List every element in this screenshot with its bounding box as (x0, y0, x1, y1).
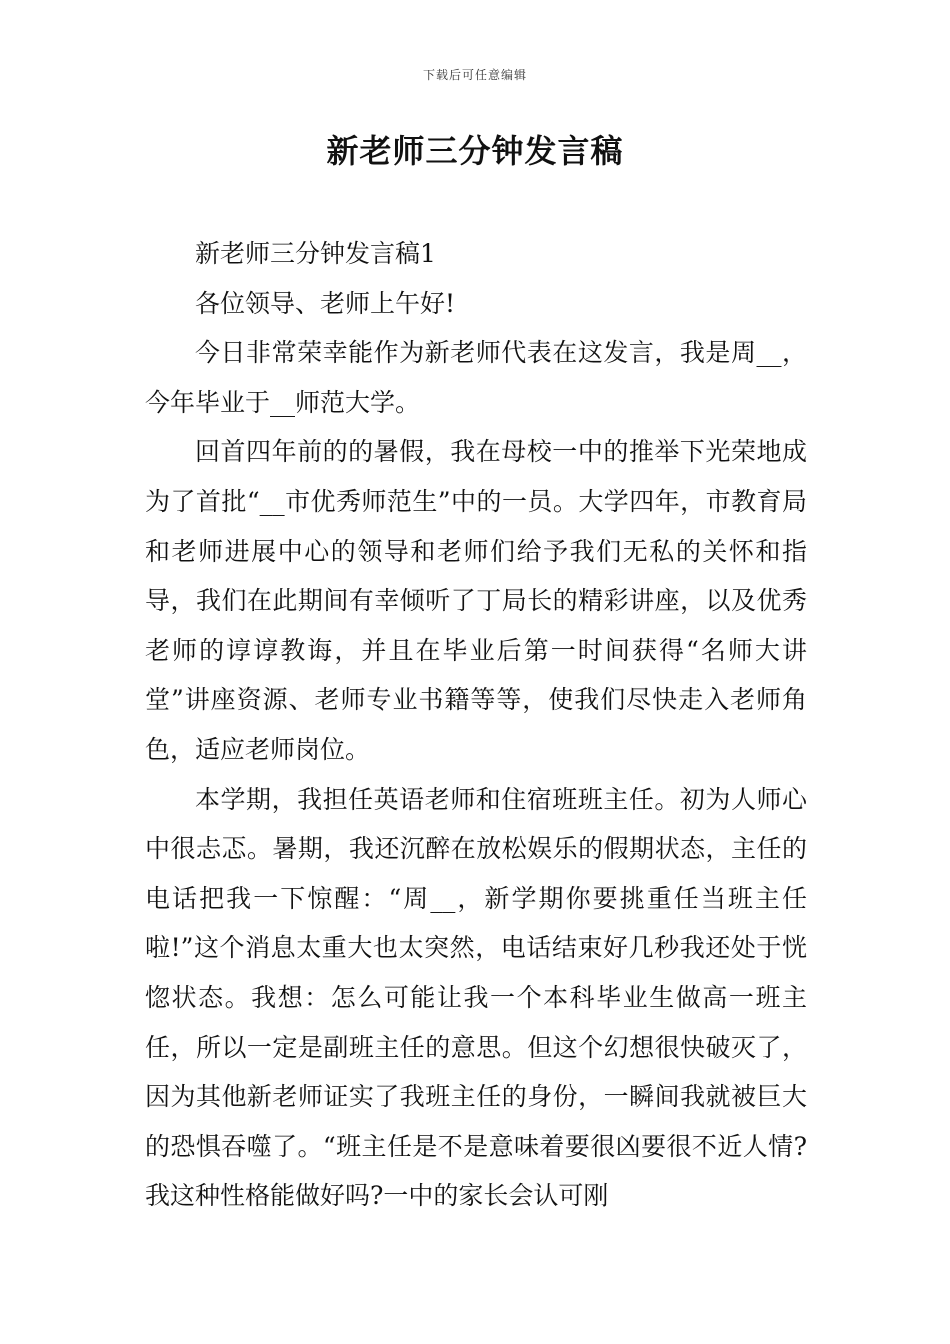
paragraph-background: 回首四年前的的暑假，我在母校一中的推举下光荣地成为了首批“__市优秀师范生”中的一员。大学四年，市教育局和老师进展中心的领导和老师们给予我们无私的关怀和指导，我们在此期间有幸倾听了丁局长的精彩讲座，以及优秀老师的谆谆教诲，并且在毕业后第一时间获得“名师大讲堂”讲座资源、老师专业书籍等等，使我们尽快走入老师角色，适应老师岗位。 (145, 437, 807, 764)
document-body (145, 229, 807, 1221)
paragraph-greeting: 各位领导、老师上午好! (195, 288, 456, 318)
header-note: 下载后可任意编辑 (422, 68, 527, 82)
paragraph-subtitle: 新老师三分钟发言稿1 (195, 239, 436, 268)
document-title: 新老师三分钟发言稿 (326, 132, 624, 170)
paragraph-semester: 本学期，我担任英语老师和住宿班班主任。初为人师心中很忐忑。暑期，我还沉醉在放松娱乐的假期状态，主任的电话把我一下惊醒：“周__，新学期你要挑重任当班主任啦!”这个消息太重大也太突然，电话结束好几秒我还处于恍惚状态。我想：怎么可能让我一个本科毕业生做高一班主任，所以一定是副班主任的意思。但这个幻想很快破灭了，因为其他新老师证实了我班主任的身份，一瞬间我就被巨大的恐惧吞噬了。“班主任是不是意味着要很凶要很不近人情?我这种性格能做好吗?一中的家长会认可刚 (145, 784, 807, 1211)
paragraph-intro: 今日非常荣幸能作为新老师代表在这发言，我是周__，今年毕业于__师范大学。 (145, 338, 807, 417)
